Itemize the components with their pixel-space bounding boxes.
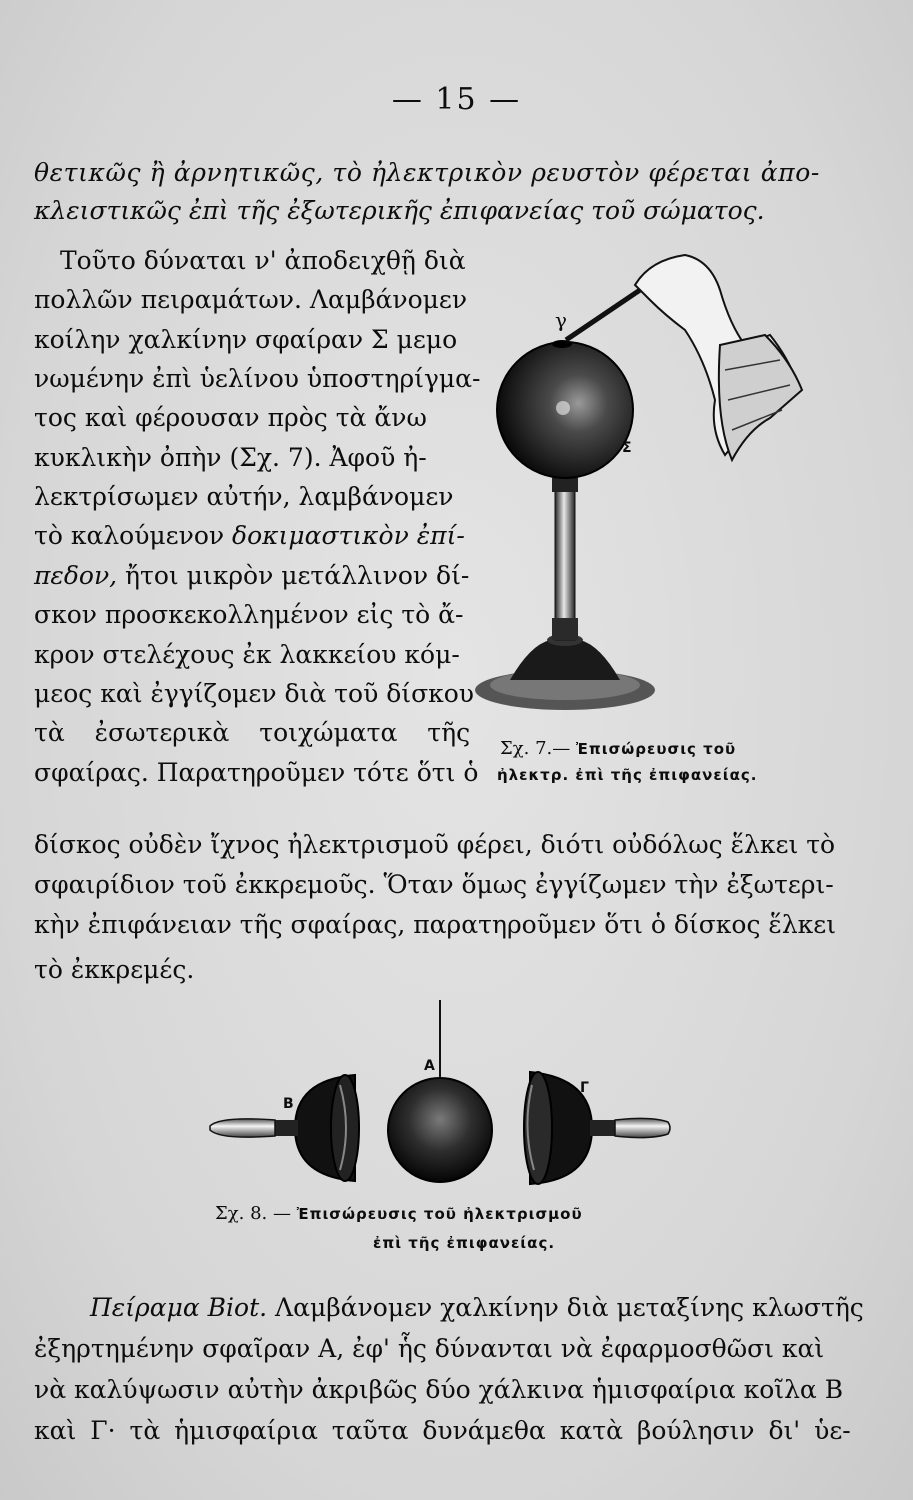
text-line: Τοῦτο δύναται ν' ἀποδειχθῇ διὰ xyxy=(60,246,466,275)
section-title-italic: Πείραμα Biot. xyxy=(90,1293,268,1322)
figure-7-caption-line2 xyxy=(497,764,757,786)
caption-subtitle: ἐπὶ τῆς ἐπιφανείας. xyxy=(373,1234,556,1252)
text-line xyxy=(90,1293,864,1323)
label-A: Α xyxy=(424,1058,435,1074)
label-gamma: γ xyxy=(555,308,567,332)
label-sigma: Σ xyxy=(622,440,632,456)
text-line: νωμένην ἐπὶ ὑελίνου ὑποστηρίγμα- xyxy=(34,364,481,393)
term-italic: δοκιμαστικὸν ἐπί- xyxy=(232,521,465,550)
text-line: δίσκος οὐδὲν ἴχνος ἠλεκτρισμοῦ φέρει, διότι οὐδόλως ἕλκει τὸ xyxy=(34,830,836,859)
text-line xyxy=(34,561,469,591)
caption-number: Σχ. 7.— xyxy=(500,738,571,759)
figure-8-caption-line2 xyxy=(373,1232,555,1254)
text-line: κυκλικὴν ὀπὴν (Σχ. 7). Ἀφοῦ ἠ- xyxy=(34,443,427,472)
text-line: κοίλην χαλκίνην σφαίραν Σ μεμο xyxy=(34,325,458,354)
text-line: πολλῶν πειραμάτων. Λαμβάνομεν xyxy=(34,285,468,314)
text-span: τὸ καλούμενον xyxy=(34,521,225,550)
figure-7-caption-line1 xyxy=(500,738,736,760)
figure-8-caption-line1 xyxy=(215,1203,583,1225)
text-line xyxy=(34,521,465,551)
text-line: σκον προσκεκολλημένον εἰς τὸ ἄ- xyxy=(34,600,464,629)
term-italic: πεδον, xyxy=(34,561,118,590)
text-line: ἐξηρτημένην σφαῖραν Α, ἐφ' ἧς δύνανται νὰ ἐφαρμοσθῶσι καὶ xyxy=(34,1334,825,1363)
label-G: Γ xyxy=(580,1080,589,1096)
text-line: σφαιρίδιον τοῦ ἐκκρεμοῦς. Ὅταν ὅμως ἐγγίζωμεν τὴν ἐξωτερι- xyxy=(34,870,834,899)
text-line: καὶ Γ· τὰ ἡμισφαίρια ταῦτα δυνάμεθα κατὰ βούλησιν δι' ὑε- xyxy=(34,1416,851,1445)
text-line: μεος καὶ ἐγγίζομεν διὰ τοῦ δίσκου xyxy=(34,679,475,708)
text-line: τὸ ἐκκρεμές. xyxy=(34,955,195,984)
text-span: ἤτοι μικρὸν μετάλλινον δί- xyxy=(125,561,470,590)
text-line: κλειστικῶς ἐπὶ τῆς ἐξωτερικῆς ἐπιφανείας τοῦ σώματος. xyxy=(34,196,765,225)
text-line: τος καὶ φέρουσαν πρὸς τὰ ἄνω xyxy=(34,403,427,432)
text-span: Λαμβάνομεν χαλκίνην διὰ μεταξίνης κλωστῆς xyxy=(275,1293,864,1322)
text-line: θετικῶς ἢ ἀρνητικῶς, τὸ ἠλεκτρικὸν ρευστὸν φέρεται ἀπο- xyxy=(34,158,820,187)
text-line: νὰ καλύψωσιν αὐτὴν ἀκριβῶς δύο χάλκινα ἡμισφαίρια κοῖλα Β xyxy=(34,1375,844,1404)
figure-8-biot-hemispheres xyxy=(200,1000,680,1200)
text-line: τὰ ἐσωτερικὰ τοιχώματα τῆς xyxy=(34,718,471,747)
caption-subtitle: ἠλεκτρ. ἐπὶ τῆς ἐπιφανείας. xyxy=(497,766,758,784)
text-line: κρον στελέχους ἐκ λακκείου κόμ- xyxy=(34,640,460,669)
text-line: σφαίρας. Παρατηροῦμεν τότε ὅτι ὁ xyxy=(34,758,479,787)
caption-number: Σχ. 8. — xyxy=(215,1203,291,1224)
page-number: — 15 — xyxy=(391,82,522,117)
caption-title: Ἐπισώρευσις τοῦ ἠλεκτρισμοῦ xyxy=(296,1205,583,1223)
text-line: κὴν ἐπιφάνειαν τῆς σφαίρας, παρατηροῦμεν ὅτι ὁ δίσκος ἕλκει xyxy=(34,910,837,939)
figure-7-sphere-on-stand xyxy=(470,240,810,720)
text-line: λεκτρίσωμεν αὐτήν, λαμβάνομεν xyxy=(34,482,454,511)
label-B: Β xyxy=(283,1096,294,1112)
caption-title: Ἐπισώρευσις τοῦ xyxy=(576,740,737,758)
